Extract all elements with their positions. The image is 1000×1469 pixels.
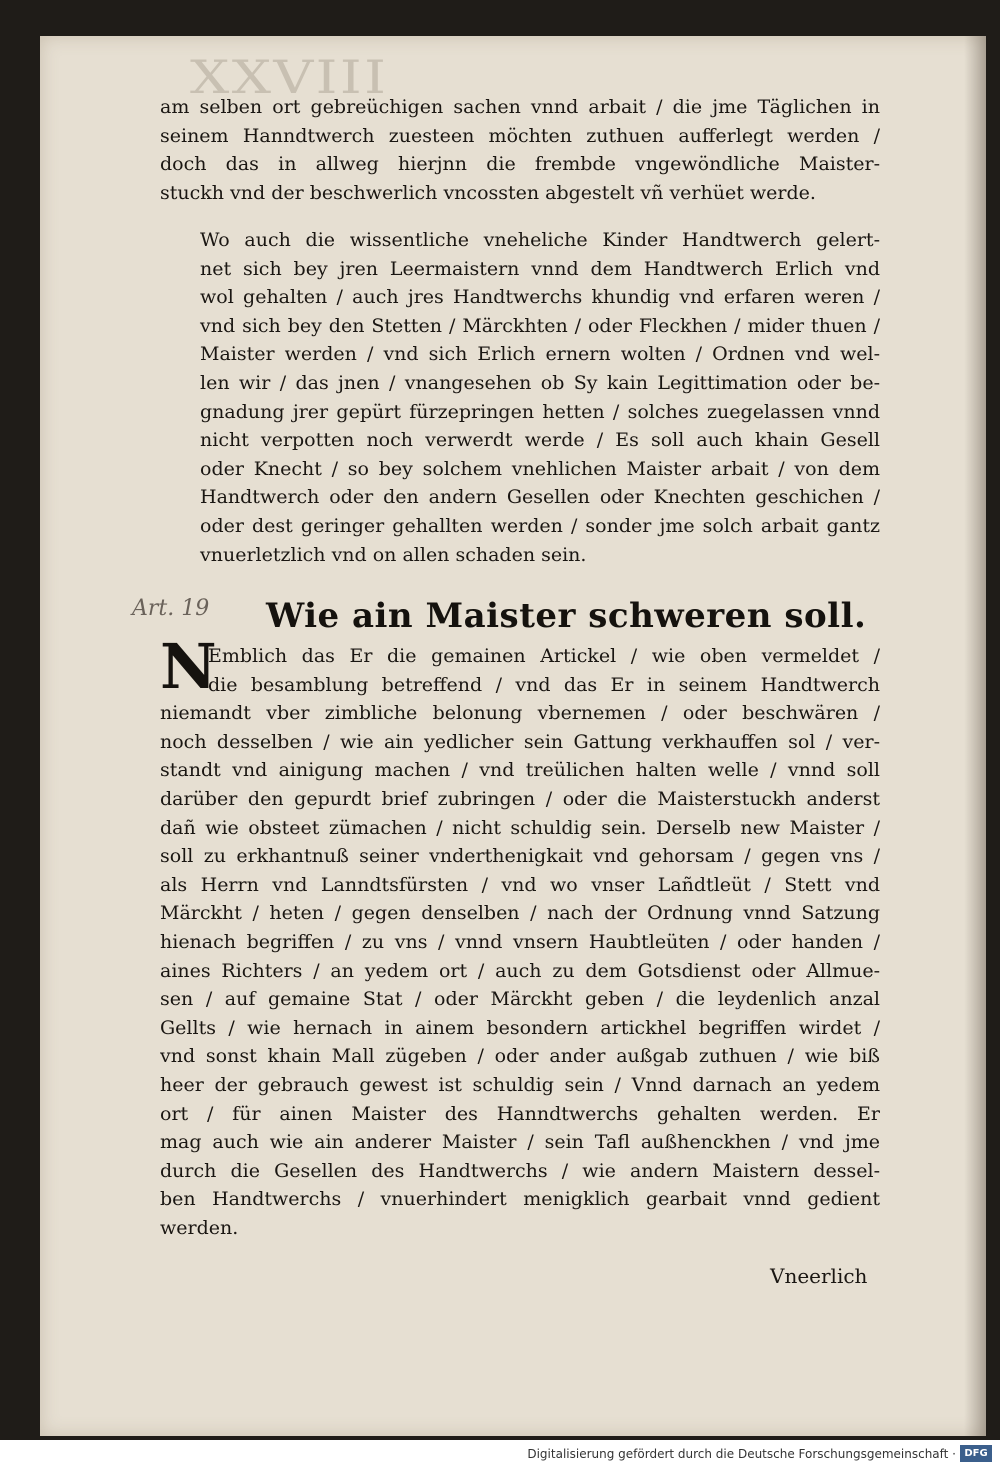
text-line: doch das in allweg hierjnn die frembde vngewöndliche Maister- <box>160 153 880 176</box>
text-line: stuckh vnd der beschwerlich vncossten abgestelt vñ verhüet werde. <box>160 181 816 204</box>
text-line: ort / für ainen Maister des Hanndtwerchs gehalten werden. Er <box>160 1102 880 1125</box>
text-line: werden. <box>160 1216 239 1239</box>
page-gutter-shadow <box>964 36 986 1436</box>
text-line: Gellts / wie hernach in ainem besondern artickhel begriffen wirdet / <box>160 1016 880 1039</box>
text-line: durch die Gesellen des Handtwerchs / wie andern Maistern dessel- <box>160 1159 880 1182</box>
text-line: darüber den gepurdt brief zubringen / oder die Maisterstuckh anderst <box>160 787 880 810</box>
text-line: oder Knecht / so bey solchem vnehlichen Maister arbait / von dem <box>200 457 880 480</box>
text-line: oder dest geringer gehallten werden / sonder jme solch arbait gantz <box>200 514 880 537</box>
text-line: mag auch wie ain anderer Maister / sein Tafl außhenckhen / vnd jme <box>160 1131 880 1154</box>
section-heading: Wie ain Maister schweren soll. <box>266 596 867 636</box>
text-line: als Herrn vnd Lanndtsfürsten / vnd wo vnser Lañdtleüt / Stett vnd <box>160 873 880 896</box>
handwritten-margin-note: Art. 19 <box>132 596 210 621</box>
text-line: heer der gebrauch gewest ist schuldig sein / Vnnd darnach an yedem <box>160 1073 880 1096</box>
text-line: standt vnd ainigung machen / vnd treülichen halten welle / vnnd soll <box>160 759 880 782</box>
text-line: Märckht / heten / gegen denselben / nach der Ordnung vnnd Satzung <box>160 902 880 925</box>
text-line: sen / auf gemaine Stat / oder Märckht geben / die leydenlich anzal <box>160 988 880 1011</box>
text-line: ben Handtwerchs / vnuerhindert menigklich gearbait vnnd gedient <box>160 1188 880 1211</box>
text-line: vnd sich bey den Stetten / Märckhten / oder Fleckhen / mider thuen / <box>200 314 880 337</box>
text-line: len wir / das jnen / vnangesehen ob Sy kain Legittimation oder be- <box>200 371 880 394</box>
text-line: am selben ort gebreüchigen sachen vnnd arbait / die jme Täglichen in <box>160 96 880 118</box>
paragraph-1 <box>160 93 880 207</box>
text-line: net sich bey jren Leermaistern vnnd dem Handtwerch Erlich vnd <box>200 257 880 280</box>
paragraph-3 <box>160 642 880 1242</box>
folio-number: XXVIII <box>190 50 389 104</box>
dfg-logo[interactable]: DFG <box>960 1445 992 1462</box>
text-line: die besamblung betreffend / vnd das Er in seinem Handtwerch <box>208 673 880 696</box>
text-line: soll zu erkhantnuß seiner vnderthenigkait vnd gehorsam / gegen vns / <box>160 845 880 868</box>
catchword: Vneerlich <box>770 1264 868 1288</box>
text-line: hienach begriffen / zu vns / vnnd vnsern Haubtleüten / oder handen / <box>160 930 880 953</box>
text-line: Emblich das Er die gemainen Artickel / wie oben vermeldet / <box>208 645 880 667</box>
footer-bar <box>0 1441 1000 1469</box>
text-line: nicht verpotten noch verwerdt werde / Es soll auch khain Gesell <box>200 429 880 452</box>
text-line: wol gehalten / auch jres Handtwerchs khundig vnd erfaren weren / <box>200 286 880 309</box>
funding-notice: Digitalisierung gefördert durch die Deutsche Forschungsgemeinschaft · <box>527 1447 956 1461</box>
text-line: aines Richters / an yedem ort / auch zu dem Gotsdienst oder Allmue- <box>160 959 880 982</box>
text-line: niemandt vber zimbliche belonung vbernemen / oder beschwären / <box>160 702 880 725</box>
text-line: Maister werden / vnd sich Erlich ernern wolten / Ordnen vnd wel- <box>200 343 880 366</box>
decorated-initial: N <box>160 630 217 703</box>
paragraph-2 <box>160 226 880 569</box>
text-line: vnuerletzlich vnd on allen schaden sein. <box>200 543 587 566</box>
text-line: vnd sonst khain Mall zügeben / oder ander außgab zuthuen / wie biß <box>160 1045 880 1068</box>
text-line: dañ wie obsteet zümachen / nicht schuldig sein. Derselb new Maister / <box>160 816 880 839</box>
text-line: noch desselben / wie ain yedlicher sein Gattung verkhauffen sol / ver- <box>160 730 880 753</box>
text-line: Handtwerch oder den andern Gesellen oder Knechten geschichen / <box>200 486 880 509</box>
text-line: gnadung jrer gepürt fürzepringen hetten / solches zuegelassen vnnd <box>200 400 880 423</box>
text-line: seinem Hanndtwerch zuesteen möchten zuthuen aufferlegt werden / <box>160 124 880 147</box>
text-line: Wo auch die wissentliche vneheliche Kinder Handtwerch gelert- <box>200 229 880 251</box>
